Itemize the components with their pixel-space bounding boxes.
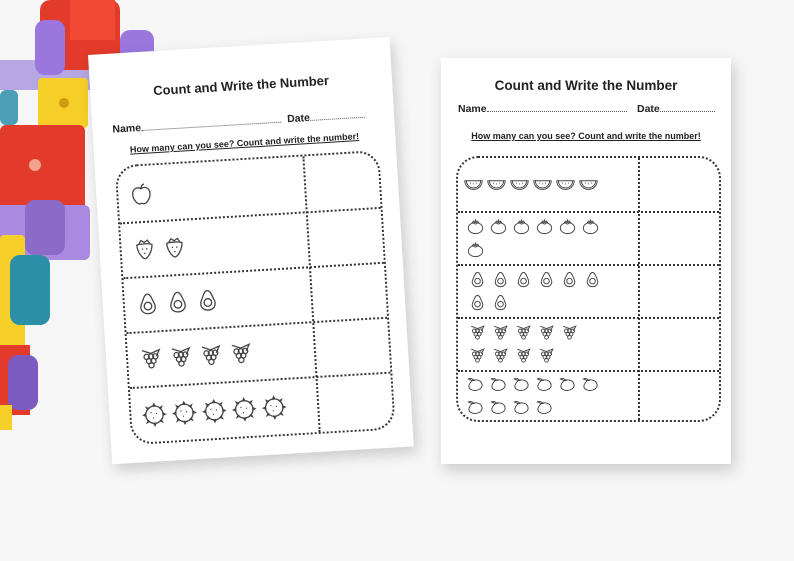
worksheet-left	[88, 37, 414, 464]
watermelon-icon	[579, 179, 598, 190]
grapes-icon	[167, 343, 194, 370]
row-fruits	[130, 220, 302, 270]
grapes-icon	[197, 341, 224, 368]
avocado-icon	[194, 287, 221, 314]
instruction-text: How many can you see? Count and write the number!	[471, 131, 701, 141]
grapes-icon	[514, 323, 533, 342]
mango-icon	[512, 398, 531, 417]
mango-icon	[581, 375, 600, 394]
watermelon-icon	[487, 179, 506, 190]
row-fruits	[466, 374, 606, 418]
avocado-icon	[583, 270, 602, 289]
apple-icon	[128, 180, 155, 207]
grapes-icon	[537, 323, 556, 342]
avocado-icon	[468, 270, 487, 289]
counting-table	[115, 150, 396, 445]
watermelon-icon	[556, 179, 575, 190]
avocado-icon	[537, 270, 556, 289]
mango-icon	[466, 398, 485, 417]
avocado-icon	[468, 293, 487, 312]
instruction-text: How many can you see? Count and write the number!	[129, 131, 360, 155]
grapes-icon	[491, 346, 510, 365]
grapes-icon	[468, 346, 487, 365]
grapes-icon	[514, 346, 533, 365]
mango-icon	[512, 375, 531, 394]
mango-icon	[535, 398, 554, 417]
avocado-icon	[514, 270, 533, 289]
name-field: Name	[458, 103, 627, 115]
row-fruits	[134, 275, 306, 325]
strawberry-icon	[131, 235, 158, 262]
row-fruits	[127, 165, 299, 215]
grapes-icon	[560, 323, 579, 342]
date-field: Date	[637, 103, 715, 115]
tomato-icon	[512, 217, 531, 236]
strawberry-icon	[161, 233, 188, 260]
tomato-icon	[581, 217, 600, 236]
avocado-icon	[164, 288, 191, 315]
tomato-icon	[489, 217, 508, 236]
durian-icon	[171, 399, 198, 426]
mango-icon	[535, 375, 554, 394]
avocado-icon	[491, 293, 510, 312]
name-field: Name	[112, 114, 281, 136]
grapes-icon	[227, 340, 254, 367]
mango-icon	[466, 375, 485, 394]
row-fruits	[140, 384, 317, 436]
grapes-icon	[468, 323, 487, 342]
counting-table	[456, 156, 721, 422]
avocado-icon	[560, 270, 579, 289]
tomato-icon	[558, 217, 577, 236]
watermelon-icon	[533, 179, 552, 190]
tomato-icon	[466, 217, 485, 236]
worksheet-title: Count and Write the Number	[152, 72, 330, 99]
mango-icon	[489, 398, 508, 417]
date-field: Date	[287, 109, 365, 126]
grapes-icon	[537, 346, 556, 365]
durian-icon	[141, 401, 168, 428]
avocado-icon	[491, 270, 510, 289]
mango-icon	[558, 375, 577, 394]
tomato-icon	[535, 217, 554, 236]
row-fruits	[464, 163, 634, 207]
worksheet-right	[441, 58, 731, 464]
row-fruits	[466, 216, 616, 260]
row-fruits	[468, 269, 618, 313]
worksheet-title: Count and Write the Number	[494, 78, 678, 93]
durian-icon	[260, 394, 287, 421]
watermelon-icon	[510, 179, 529, 190]
row-fruits	[468, 322, 583, 366]
watermelon-icon	[464, 179, 483, 190]
tomato-icon	[466, 240, 485, 259]
durian-icon	[231, 396, 258, 423]
avocado-icon	[134, 290, 161, 317]
grapes-icon	[137, 345, 164, 372]
row-fruits	[137, 330, 309, 380]
durian-icon	[201, 397, 228, 424]
grapes-icon	[491, 323, 510, 342]
mango-icon	[489, 375, 508, 394]
